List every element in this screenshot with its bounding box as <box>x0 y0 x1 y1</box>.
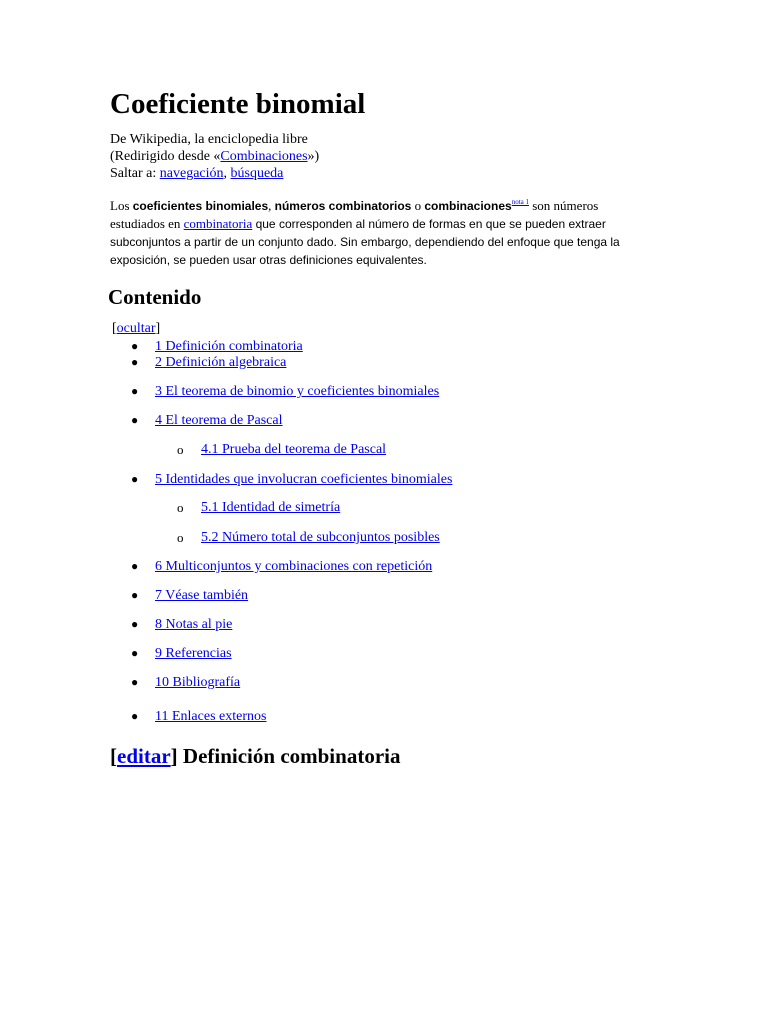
toc-item <box>131 708 267 725</box>
toc-item <box>131 383 440 400</box>
note-link[interactable]: nota 1 <box>511 198 529 206</box>
toc-item <box>131 471 453 488</box>
hide-toc-link[interactable]: ocultar <box>116 321 156 336</box>
toc-link[interactable]: 2 Definición algebraica <box>155 355 287 370</box>
bullet-icon: ● <box>131 646 139 660</box>
circle-bullet-icon: o <box>177 500 184 515</box>
jump-line <box>110 165 319 182</box>
edit-bracket: [ <box>110 744 117 768</box>
toggle-bracket: [ <box>112 321 117 336</box>
toc-item <box>131 354 287 371</box>
circle-bullet-icon: o <box>177 530 184 545</box>
toc-link[interactable]: 5.2 Número total de subconjuntos posibles <box>201 530 440 545</box>
bullet-icon: ● <box>131 675 139 689</box>
redirect-link[interactable]: Combinaciones <box>220 149 308 164</box>
from-line: De Wikipedia, la enciclopedia libre <box>110 132 308 147</box>
bullet-icon: ● <box>131 588 139 602</box>
toc-subitem <box>177 499 341 516</box>
toc-link[interactable]: 3 El teorema de binomio y coeficientes binomiales <box>155 384 440 399</box>
jump-prefix: Saltar a: <box>110 166 160 181</box>
toc-link[interactable]: 8 Notas al pie <box>155 617 233 632</box>
toc-link[interactable]: 9 Referencias <box>155 646 232 661</box>
toggle-bracket: ] <box>155 321 161 336</box>
toc-link[interactable]: 7 Véase también <box>155 588 249 603</box>
jump-separator: , <box>223 166 231 181</box>
section-title: Definición combinatoria <box>177 744 401 768</box>
edit-link[interactable]: editar <box>117 744 171 768</box>
toc-link[interactable]: 4.1 Prueba del teorema de Pascal <box>201 442 387 457</box>
toc-item <box>131 674 241 691</box>
toc-title: Contenido <box>108 285 202 309</box>
intro-text: , <box>268 198 275 213</box>
bullet-icon: ● <box>131 709 139 723</box>
toc-link[interactable]: 1 Definición combinatoria <box>155 339 303 354</box>
toc-subitem <box>177 529 440 546</box>
bullet-icon: ● <box>131 413 139 427</box>
combinatoria-link[interactable]: combinatoria <box>183 216 253 231</box>
toc-link[interactable]: 5.1 Identidad de simetría <box>201 500 341 515</box>
bold-term: coeficientes binomiales <box>132 199 269 213</box>
toc-toggle <box>112 320 160 337</box>
bold-term: números combinatorios <box>274 199 412 213</box>
jump-search-link[interactable]: búsqueda <box>230 166 284 181</box>
intro-text: o <box>411 198 425 213</box>
redirect-suffix: ») <box>307 149 320 164</box>
toc-link[interactable]: 11 Enlaces externos <box>155 709 267 724</box>
toc-link[interactable]: 4 El teorema de Pascal <box>155 413 283 428</box>
intro-text: son números estudiados en <box>110 198 599 231</box>
redirect-prefix: (Redirigido desde « <box>110 149 221 164</box>
toc-item <box>131 616 233 633</box>
intro-text: que corresponden al número de formas en que se pueden extraer subconjuntos a partir de un conjunto dado. Sin embargo, dependiendo del enfoque que tenga la exposición, se pueden usar otras definiciones equivalentes. <box>110 217 620 267</box>
bullet-icon: ● <box>131 559 139 573</box>
bullet-icon: ● <box>131 355 139 369</box>
article-meta <box>110 131 319 182</box>
bullet-icon: ● <box>131 384 139 398</box>
toc-link[interactable]: 6 Multiconjuntos y combinaciones con repetición <box>155 559 433 574</box>
toc-link[interactable]: 5 Identidades que involucran coeficientes binomiales <box>155 472 453 487</box>
toc-item <box>131 645 232 662</box>
toc-link[interactable]: 10 Bibliografía <box>155 675 241 690</box>
bullet-icon: ● <box>131 339 139 353</box>
toc-item <box>131 338 303 355</box>
jump-navigation-link[interactable]: navegación <box>159 166 224 181</box>
bullet-icon: ● <box>131 617 139 631</box>
circle-bullet-icon: o <box>177 442 184 457</box>
bullet-icon: ● <box>131 472 139 486</box>
intro-text: Los <box>110 198 133 213</box>
page-title: Coeficiente binomial <box>110 88 366 120</box>
bold-term: combinaciones <box>424 199 512 213</box>
edit-bracket: ] <box>170 744 178 768</box>
redirect-line <box>110 148 319 165</box>
toc-item <box>131 587 249 604</box>
toc-subitem <box>177 441 387 458</box>
section-heading <box>110 742 400 770</box>
toc-item <box>131 412 283 429</box>
toc-item <box>131 558 433 575</box>
intro-paragraph <box>110 197 646 269</box>
